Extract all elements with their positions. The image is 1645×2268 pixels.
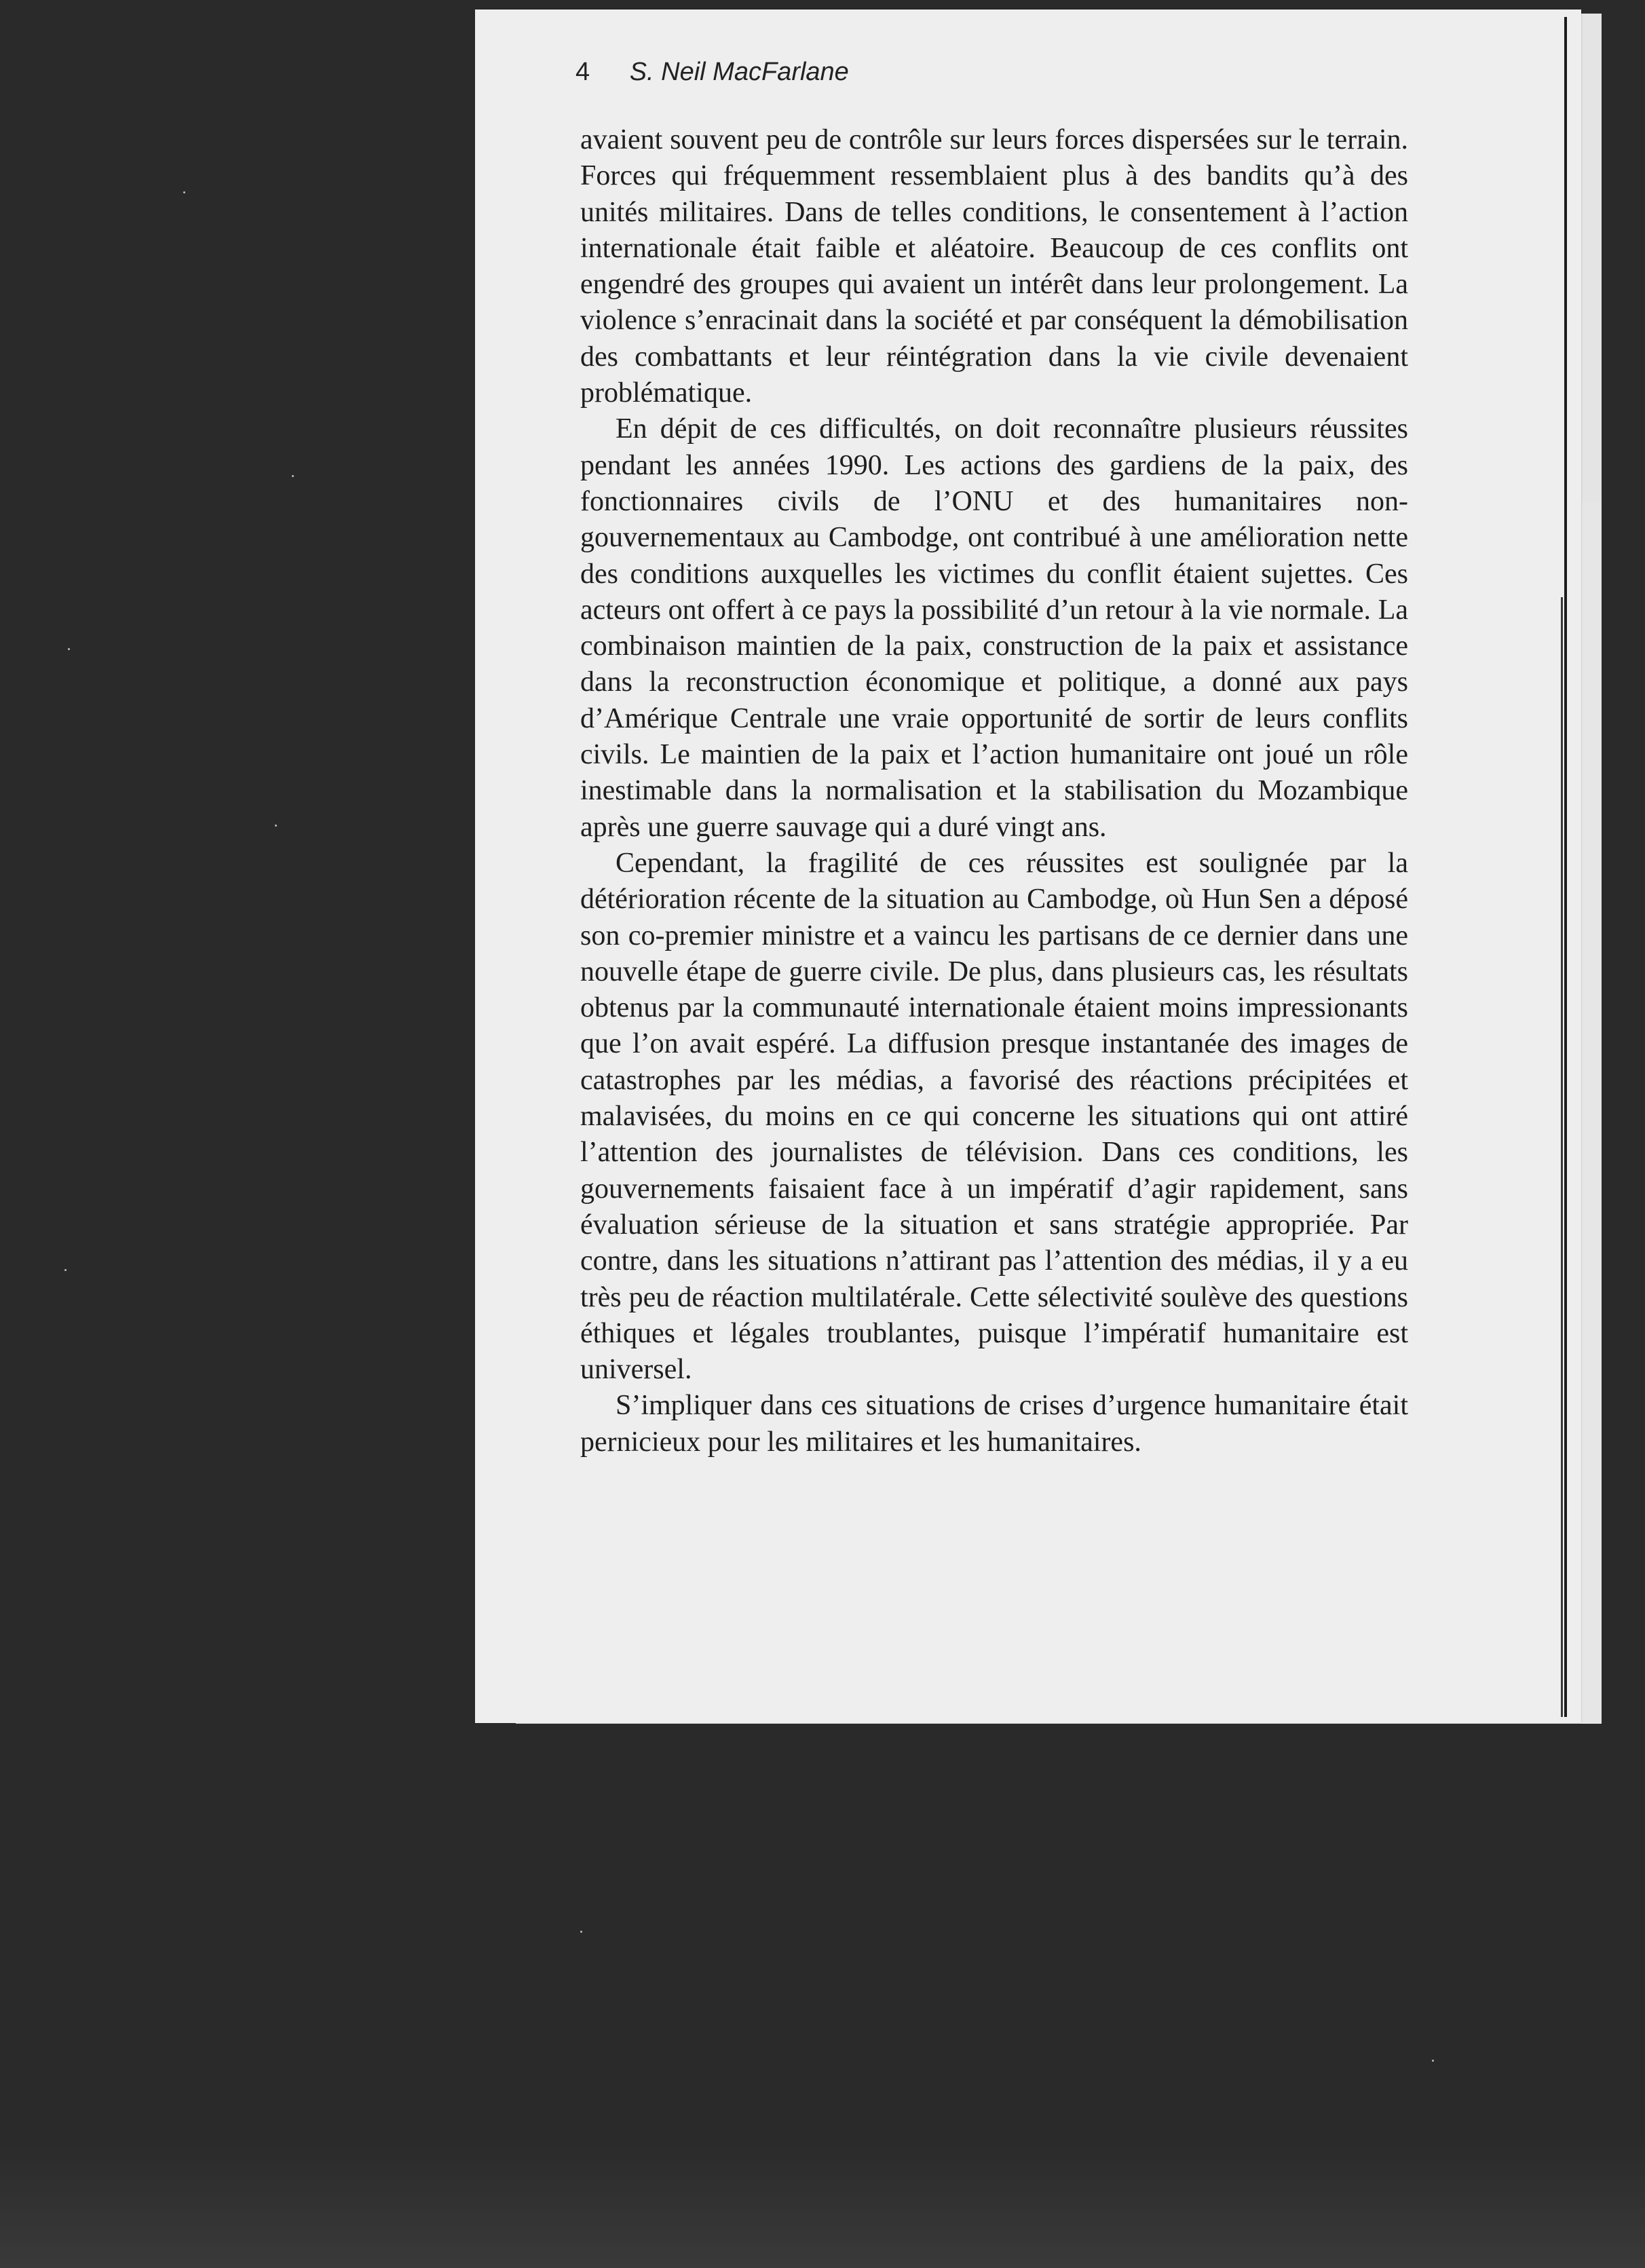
paragraph-3: Cependant, la fragilité de ces réussites est soulignée par la détérioration récente de la situation au Cambodge, où Hun Sen a déposé son co-premier ministre et a vaincu les partisans de ce dernier dans une nouvelle étape de guerre civile. De plus, dans plusieurs cas, les résultats obtenus par la communauté internationale étaient moins impressionants que l’on avait espéré. La diffusion presque instantanée des images de catastrophes par les médias, a favorisé des réactions précipitées et malavisées, du moins en ce qui concerne les situations qui ont attiré l’attention des journalistes de télévision. Dans ces conditions, les gouvernements faisaient face à un impératif d’agir rapidement, sans évaluation sérieuse de la situation et sans stratégie appropriée. Par contre, dans les situations n’attirant pas l’attention des médias, il y a eu très peu de réaction multilatérale. Cette sélectivité soulève des questions éthiques et légales troublantes, puisque l’impératif humanitaire est universel. — [580, 847, 1408, 1386]
scanner-bed-bottom — [0, 2138, 1645, 2268]
page-edge-line — [1564, 17, 1567, 1717]
body-text — [580, 122, 1408, 1460]
dust-speck — [580, 1931, 582, 1933]
author-name: S. Neil MacFarlane — [629, 58, 849, 86]
dust-speck — [64, 1269, 67, 1271]
running-header — [575, 58, 849, 87]
page-number: 4 — [575, 58, 590, 86]
dust-speck — [275, 825, 277, 827]
page-edge-shadow — [1561, 597, 1563, 1717]
paragraph-4: S’impliquer dans ces situations de crises d’urgence humanitaire était pernicieux pour les militaires et les humanitaires. — [580, 1390, 1408, 1458]
dust-speck — [183, 191, 185, 193]
paragraph-2: En dépit de ces difficultés, on doit reconnaître plusieurs réussites pendant les années 1990. Les actions des gardiens de la paix, des fonctionnaires civils de l’ONU et des humanitaires non-gouvernementaux au Cambodge, ont contribué à une amélioration nette des conditions auxquelles les victimes du conflit étaient sujettes. Ces acteurs ont offert à ce pays la possibilité d’un retour à la vie normale. La combinaison maintien de la paix, construction de la paix et assistance dans la reconstruction économique et politique, a donné aux pays d’Amérique Centrale une vraie opportunité de sortir de leurs conflits civils. Le maintien de la paix et l’action humanitaire ont joué un rôle inestimable dans la normalisation et la stabilisation du Mozambique après une guerre sauvage qui a duré vingt ans. — [580, 413, 1408, 843]
paragraph-1: avaient souvent peu de contrôle sur leurs forces dispersées sur le terrain. Forces qui fréquemment ressemblaient plus à des bandits qu’à des unités militaires. Dans de telles conditions, le consentement à l’action internationale était faible et aléatoire. Beaucoup de ces conflits ont engendré des groupes qui avaient un intérêt dans leur prolongement. La violence s’enracinait dans la société et par conséquent la démobilisation des combattants et leur réintégration dans la vie civile devenaient problématique. — [580, 124, 1408, 409]
dust-speck — [1432, 2060, 1434, 2062]
dust-speck — [68, 648, 70, 650]
dust-speck — [292, 475, 294, 477]
